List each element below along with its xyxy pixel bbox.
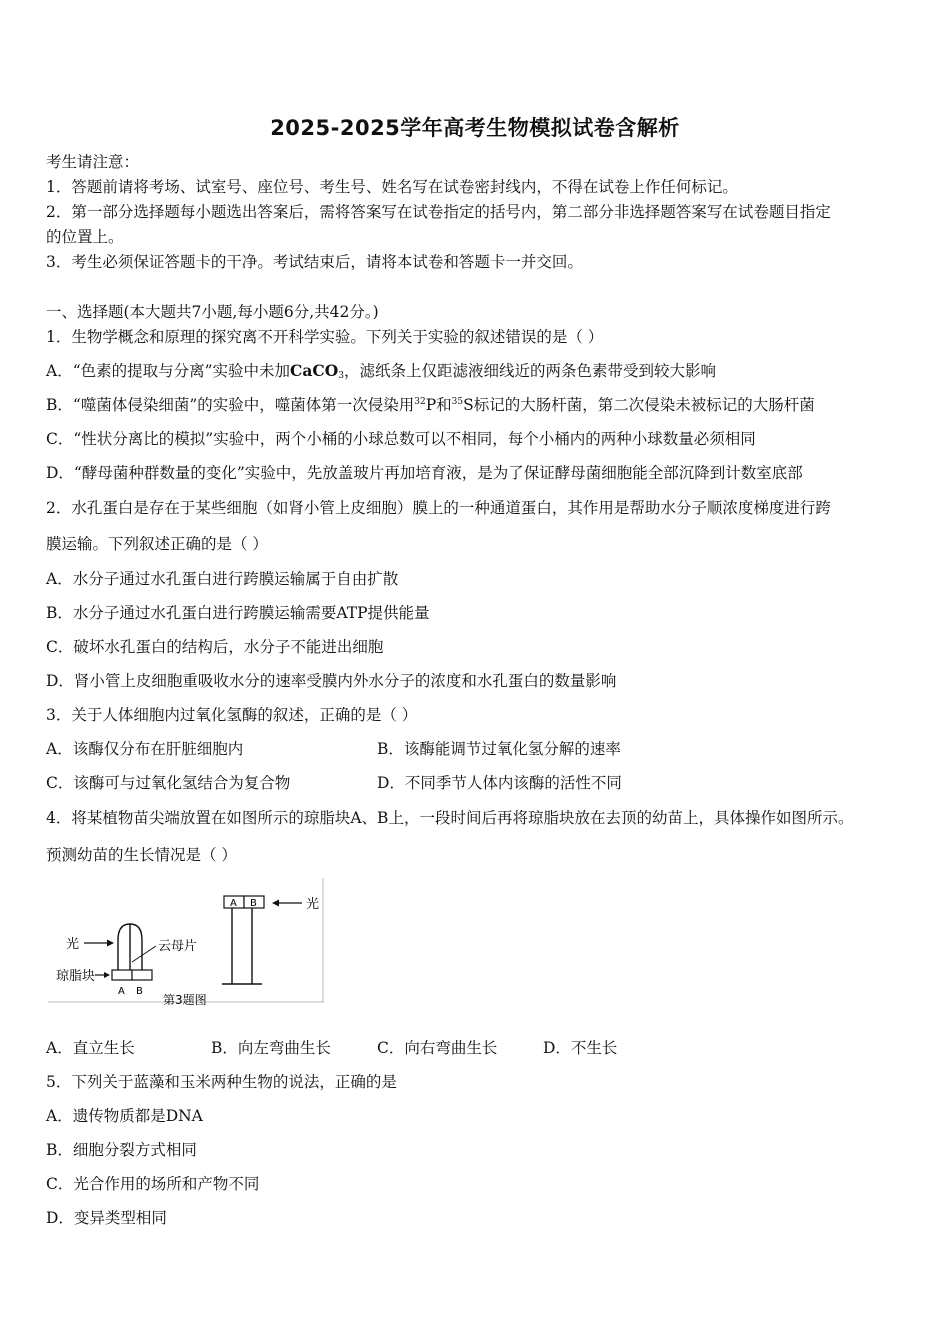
question-5-option-d: D．变异类型相同 — [46, 1209, 167, 1227]
question-5-option-b: B．细胞分裂方式相同 — [46, 1141, 197, 1159]
notice-item: 2．第一部分选择题每小题选出答案后，需将答案写在试卷指定的括号内，第二部分非选择题答案写在试卷题目指定 — [46, 203, 831, 221]
top-block-a-label: A — [230, 898, 237, 909]
question-4-option-d: D．不生长 — [543, 1039, 618, 1057]
question-3-option-b: B．该酶能调节过氧化氢分解的速率 — [377, 740, 621, 758]
question-2-option-b: B．水分子通过水孔蛋白进行跨膜运输需要ATP提供能量 — [46, 604, 430, 622]
section-heading: 一、选择题(本大题共7小题,每小题6分,共42分。) — [46, 303, 379, 321]
question-3-stem: 3．关于人体细胞内过氧化氢酶的叙述，正确的是（ ） — [46, 706, 418, 724]
question-5-option-a: A．遗传物质都是DNA — [46, 1107, 203, 1125]
question-5-option-c: C．光合作用的场所和产物不同 — [46, 1175, 260, 1193]
question-5-stem: 5．下列关于蓝藻和玉米两种生物的说法，正确的是 — [46, 1073, 397, 1091]
agar-block-b — [132, 970, 152, 980]
question-1-option-b: B．“噬菌体侵染细菌”的实验中，噬菌体第一次侵染用$^{32}$P和$^{35}$S标记的大肠杆菌，第二次侵染未被标记的大肠杆菌 — [46, 396, 815, 414]
question-4-stem-continued: 预测幼苗的生长情况是（ ） — [46, 846, 237, 864]
agar-label: 琼脂块 — [56, 969, 96, 984]
question-2-option-d: D．肾小管上皮细胞重吸收水分的速率受膜内外水分子的浓度和水孔蛋白的数量影响 — [46, 672, 617, 690]
question-2-stem-continued: 膜运输。下列叙述正确的是（ ） — [46, 535, 268, 553]
top-block-b-label: B — [250, 898, 257, 909]
question-4-stem: 4．将某植物苗尖端放置在如图所示的琼脂块A、B上，一段时间后再将琼脂块放在去顶的幼苗上，具体操作如图所示。 — [46, 809, 854, 827]
light-label-left: 光 — [66, 937, 80, 952]
mica-label: 云母片 — [158, 939, 198, 954]
question-1-option-c: C．“性状分离比的模拟”实验中，两个小桶的小球总数可以不相同，每个小桶内的两种小球数量必须相同 — [46, 430, 756, 448]
block-a-label: A — [118, 986, 125, 997]
block-b-label: B — [136, 986, 143, 997]
light-label-right: 光 — [306, 897, 320, 912]
question-1-option-a: A．“色素的提取与分离”实验中未加CaCO$_3$，滤纸条上仅距滤液细线近的两条色素带受到较大影响 — [46, 361, 717, 381]
question-4-option-a: A．直立生长 — [46, 1039, 135, 1057]
question-3-option-c: C．该酶可与过氧化氢结合为复合物 — [46, 774, 291, 792]
question-2-stem: 2．水孔蛋白是存在于某些细胞（如肾小管上皮细胞）膜上的一种通道蛋白，其作用是帮助水分子顺浓度梯度进行跨 — [46, 499, 831, 517]
question-2-option-c: C．破坏水孔蛋白的结构后，水分子不能进出细胞 — [46, 638, 384, 656]
question-3-option-d: D．不同季节人体内该酶的活性不同 — [377, 774, 622, 792]
notice-item: 的位置上。 — [46, 228, 124, 246]
agar-block-a — [112, 970, 132, 980]
question-4-option-c: C．向右弯曲生长 — [377, 1039, 498, 1057]
question-1-option-d: D．“酵母菌种群数量的变化”实验中，先放盖玻片再加培育液，是为了保证酵母菌细胞能全部沉降到计数室底部 — [46, 464, 803, 482]
question-3-option-a: A．该酶仅分布在肝脏细胞内 — [46, 740, 244, 758]
figure-caption: 第3题图 — [163, 993, 207, 1006]
question-4-option-b: B．向左弯曲生长 — [211, 1039, 331, 1057]
question-2-option-a: A．水分子通过水孔蛋白进行跨膜运输属于自由扩散 — [46, 570, 399, 588]
seedling-experiment-figure — [46, 876, 326, 1006]
notice-heading: 考生请注意： — [46, 153, 140, 171]
page-title: 2025-2025学年高考生物模拟试卷含解析 — [270, 116, 680, 140]
notice-item: 3．考生必须保证答题卡的干净。考试结束后，请将本试卷和答题卡一并交回。 — [46, 253, 583, 271]
question-1-stem: 1．生物学概念和原理的探究离不开科学实验。下列关于实验的叙述错误的是（ ） — [46, 328, 604, 346]
notice-item: 1．答题前请将考场、试室号、座位号、考生号、姓名写在试卷密封线内，不得在试卷上作任何标记。 — [46, 178, 738, 196]
